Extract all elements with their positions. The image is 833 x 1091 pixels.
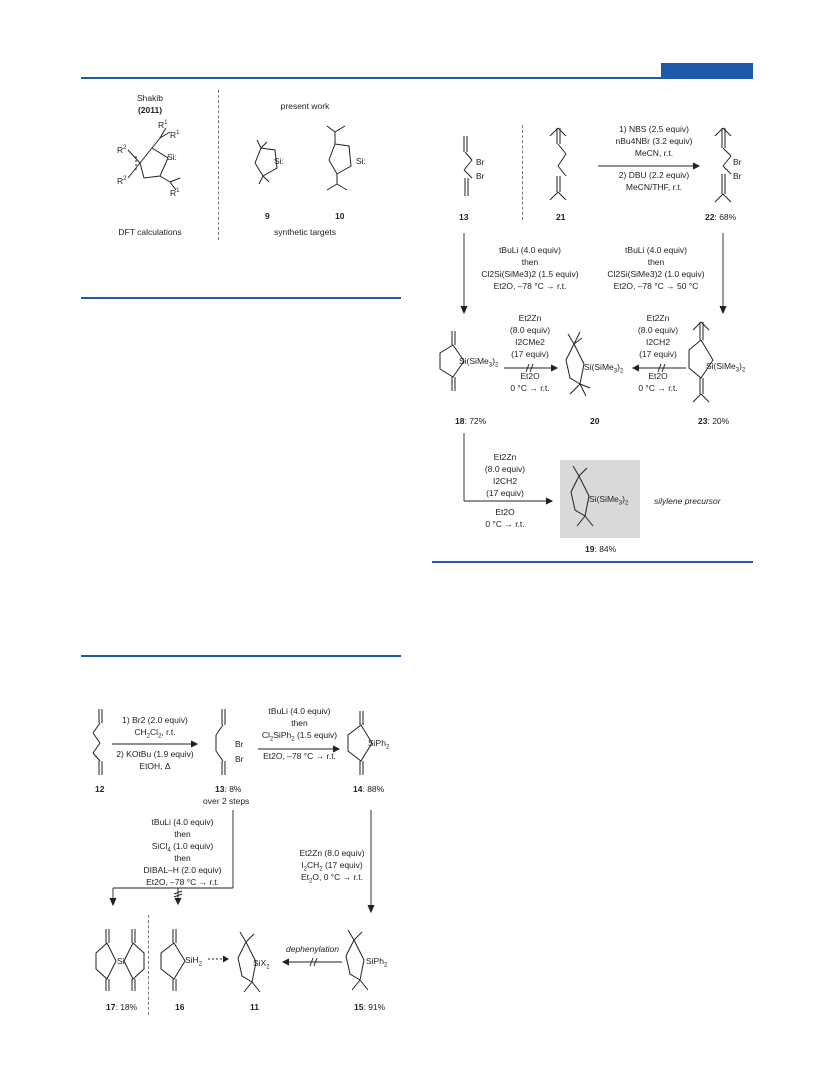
compound-23-si: $Si(SiMe_3)_2$ — [706, 361, 746, 374]
cond-down-left-4: then — [174, 853, 191, 863]
compound-20-si: $Si(SiMe_3)_2$ — [584, 362, 624, 375]
shakib-r2-bottom: $R^2$ — [117, 175, 127, 186]
cond-left-down-2: then — [521, 257, 539, 267]
compound-13-left-label: 13: 8% — [215, 784, 242, 794]
dephenylation-label: dephenylation — [286, 944, 339, 954]
compound-13-left-br2: Br — [235, 754, 244, 764]
compound-22-br2: Br — [733, 171, 742, 181]
cond-right-down-2: then — [647, 257, 665, 267]
cond-down-left-5: DIBAL–H (2.0 equiv) — [143, 865, 222, 875]
fig1-left-caption: DFT calculations — [118, 227, 182, 237]
cond-down-right-3: $Et_2O$, 0 °C → r.t. — [300, 872, 363, 885]
scheme-right-bottom-rule — [432, 561, 753, 563]
over-two-steps: over 2 steps — [203, 796, 250, 806]
compound-22-label: 22: 68% — [705, 212, 737, 222]
compound-11-six2: SiX$_2$ — [253, 958, 270, 971]
cond-left-down-4: Et2O, –78 °C → r.t. — [493, 281, 567, 291]
cond-bottom-1: Et2Zn — [493, 452, 517, 462]
compound-14-siph2: SiPh$_2$ — [368, 738, 390, 751]
compound-11-label: 11 — [250, 1002, 259, 1012]
cond-mid-right-6: 0 °C → r.t. — [638, 383, 678, 393]
compound-9-structure — [245, 138, 295, 193]
compound-15-siph2: SiPh$_2$ — [366, 956, 388, 969]
compound-19-si: $Si(SiMe_3)_2$ — [589, 494, 629, 507]
compound-21-label: 21 — [556, 212, 566, 222]
compound-16-label: 16 — [175, 1002, 185, 1012]
cond-top-1: 1) NBS (2.5 equiv) — [619, 124, 689, 134]
compound-13-left-structure — [208, 705, 238, 780]
cond-mid-right-5: Et2O — [648, 371, 668, 381]
compound-23-label: 23: 20% — [698, 416, 730, 426]
cond-first-3: 2) KOtBu (1.9 equiv) — [116, 749, 194, 759]
cond-mid-left-5: Et2O — [520, 371, 540, 381]
shakib-r2-top: $R^2$ — [117, 144, 127, 155]
cond-bottom-5: Et2O — [495, 507, 515, 517]
cond-mid-right-3: I2CH2 — [645, 337, 671, 347]
compound-10-si: Si: — [356, 156, 366, 166]
silylene-precursor-label: silylene precursor — [654, 496, 721, 506]
cond-down-left-3: SiCl$_4$ (1.0 equiv) — [151, 841, 214, 854]
fig1-bottom-rule — [81, 297, 401, 299]
cond-down-left-6: Et2O, –78 °C → r.t. — [146, 877, 219, 887]
cond-right-down-1: tBuLi (4.0 equiv) — [625, 245, 687, 255]
compound-10-label: 10 — [335, 211, 345, 221]
cond-second-1: tBuLi (4.0 equiv) — [268, 706, 331, 716]
cond-top-5: MeCN/THF, r.t. — [625, 182, 683, 192]
arrow-22-23 — [718, 233, 728, 315]
cond-left-down-3: Cl2Si(SiMe3)2 (1.5 equiv) — [481, 269, 579, 279]
compound-17-si: Si — [117, 956, 125, 966]
fig1-left-title: Shakib — [137, 93, 163, 103]
fig1-right-title: present work — [280, 101, 330, 111]
scheme-left-divider — [148, 915, 149, 1015]
cond-right-down-3: Cl2Si(SiMe3)2 (1.0 equiv) — [607, 269, 705, 279]
shakib-si-label: Si: — [167, 152, 177, 162]
cond-first-4: EtOH, Δ — [139, 761, 171, 771]
cond-first-2: $CH_2Cl_2$, r.t. — [134, 727, 176, 740]
cond-bottom-3: I2CH2 — [492, 476, 518, 486]
compound-21-structure — [540, 124, 590, 209]
compound-17-label: 17: 18% — [106, 1002, 138, 1012]
compound-16-sih2: SiH$_2$ — [185, 955, 203, 968]
compound-22-structure — [705, 124, 750, 209]
cond-down-left-2: then — [174, 829, 191, 839]
scheme-right-divider — [522, 125, 523, 220]
cond-left-down-1: tBuLi (4.0 equiv) — [499, 245, 561, 255]
cond-first-1: 1) Br2 (2.0 equiv) — [122, 715, 188, 725]
shakib-r1-top: $R^1$ — [158, 119, 168, 130]
cond-mid-right-2: (8.0 equiv) — [637, 325, 679, 335]
compound-12-label: 12 — [95, 784, 105, 794]
cond-top-3: MeCN, r.t. — [634, 148, 674, 158]
arrow-to-16-blocked — [173, 888, 185, 908]
arrow-13-18 — [459, 233, 469, 315]
cond-mid-left-2: (8.0 equiv) — [509, 325, 551, 335]
cond-mid-left-1: Et2Zn — [518, 313, 542, 323]
cond-second-2: then — [291, 718, 308, 728]
arrow-16-11 — [208, 955, 233, 965]
shakib-structure — [110, 118, 200, 208]
cond-top-4: 2) DBU (2.2 equiv) — [618, 170, 690, 180]
compound-13-left-br1: Br — [235, 739, 244, 749]
cond-mid-left-6: 0 °C → r.t. — [510, 383, 550, 393]
shakib-r1-top2: $R^1$ — [170, 129, 180, 140]
compound-13-label: 13 — [459, 212, 469, 222]
cond-mid-left-4: (17 equiv) — [511, 349, 549, 359]
compound-15-label: 15: 91% — [354, 1002, 386, 1012]
shakib-r1-bottom: $R^1$ — [170, 187, 180, 198]
cond-bottom-6: 0 °C → r.t. — [485, 519, 525, 529]
fig1-divider — [218, 90, 219, 240]
cond-down-right-1: Et2Zn (8.0 equiv) — [299, 848, 365, 858]
fig1-left-year: (2011) — [137, 105, 163, 115]
cond-right-down-4: Et2O, –78 °C → 50 °C — [613, 281, 699, 291]
compound-9-label: 9 — [265, 211, 270, 221]
cond-mid-right-4: (17 equiv) — [639, 349, 677, 359]
compound-20-label: 20 — [590, 416, 600, 426]
cond-down-left-1: tBuLi (4.0 equiv) — [151, 817, 214, 827]
compound-18-label: 18: 72% — [455, 416, 487, 426]
cond-down-right-2: $I_2CH_2$ (17 equiv) — [301, 860, 363, 873]
cond-top-2: nBu4NBr (3.2 equiv) — [615, 136, 693, 146]
compound-14-label: 14: 88% — [353, 784, 385, 794]
compound-13-br1: Br — [476, 157, 485, 167]
fig1-right-caption: synthetic targets — [274, 227, 336, 237]
compound-9-si: Si: — [274, 156, 284, 166]
cond-bottom-4: (17 equiv) — [486, 488, 524, 498]
cond-second-4: Et2O, –78 °C → r.t. — [263, 751, 336, 761]
compound-19-label: 19: 84% — [585, 544, 617, 554]
scheme-left-top-rule — [81, 655, 401, 657]
compound-18-si: $Si(SiMe_3)_2$ — [459, 356, 499, 369]
compound-13-br2: Br — [476, 171, 485, 181]
header-tab — [661, 63, 753, 78]
compound-22-br1: Br — [733, 157, 742, 167]
compound-10-structure — [315, 120, 375, 200]
cond-mid-left-3: I2CMe2 — [515, 337, 545, 347]
header-rule — [81, 77, 753, 79]
cond-second-3: $Cl_2SiPh_2$ (1.5 equiv) — [261, 730, 338, 743]
cond-mid-right-1: Et2Zn — [646, 313, 670, 323]
cond-bottom-2: (8.0 equiv) — [484, 464, 526, 474]
